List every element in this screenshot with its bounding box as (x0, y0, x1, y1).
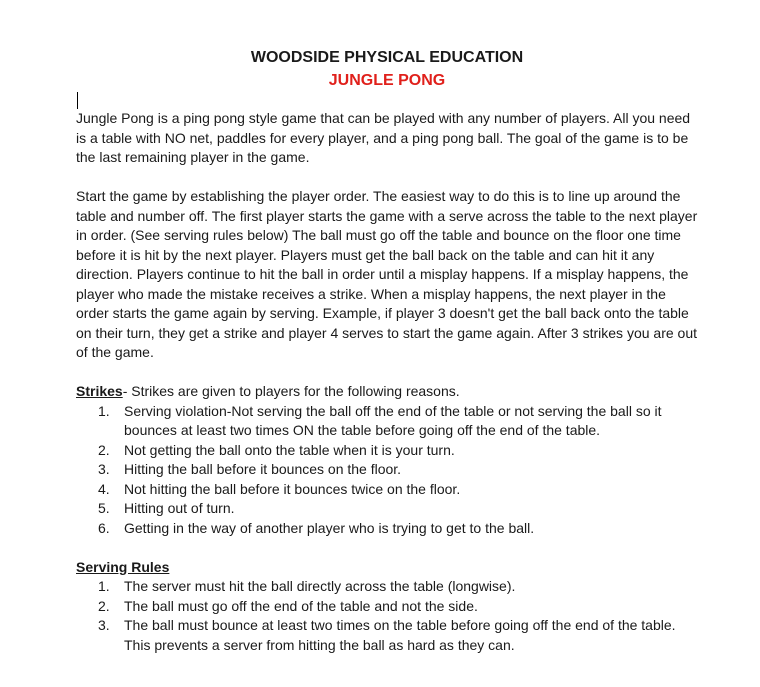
list-text: Hitting the ball before it bounces on the floor. (124, 461, 402, 477)
list-number: 3. (98, 617, 110, 633)
document-subtitle: JUNGLE PONG (328, 72, 446, 89)
list-item (76, 402, 698, 441)
list-item (76, 597, 698, 617)
list-number: 2. (98, 441, 110, 458)
serving-heading: Serving Rules (76, 558, 170, 575)
list-number: 1. (98, 578, 110, 594)
list-item (76, 441, 698, 461)
list-item (76, 499, 698, 519)
list-number: 1. (98, 402, 110, 419)
list-item (76, 616, 698, 655)
list-text: The server must hit the ball directly across the table (longwise). (124, 578, 516, 594)
list-number: 6. (98, 519, 110, 536)
serving-list (76, 577, 698, 655)
serving-heading-line (76, 558, 698, 578)
rules-paragraph: Start the game by establishing the player order. The easiest way to do this is to line up around the table and number off. The first player starts the game with a serve across the table to the next player in order. (See serving rules below) The ball must go off the table and bounce on the floor one time before it is hit by the next player. Players must get the ball back on the table and can hit it any direction. Players continue to hit the ball in order until a misplay happens. If a misplay happens, the player who made the mistake receives a strike. When a misplay happens, the next player in the order starts the game again by serving. Example, if player 3 doesn't get the ball back onto the table on their turn, they get a strike and player 4 serves to start the game again. After 3 strikes you are out of the game. (76, 188, 698, 360)
list-text: Getting in the way of another player who is trying to get to the ball. (124, 519, 535, 536)
list-number: 4. (98, 480, 110, 497)
list-item (76, 480, 698, 500)
strikes-heading: Strikes (76, 383, 123, 399)
list-number: 3. (98, 461, 110, 477)
text-cursor (77, 92, 78, 109)
list-item (76, 519, 698, 539)
list-item (76, 460, 698, 480)
list-text: The ball must go off the end of the table and not the side. (124, 597, 478, 614)
strikes-heading-line (76, 382, 698, 402)
list-number: 5. (98, 500, 110, 516)
list-text: Not getting the ball onto the table when it is your turn. (124, 441, 455, 458)
list-text: Not hitting the ball before it bounces twice on the floor. (124, 480, 461, 497)
list-text: Hitting out of turn. (124, 500, 235, 516)
strikes-list (76, 402, 698, 539)
list-text: Serving violation-Not serving the ball off the end of the table or not serving the ball so it bounces at least two times ON the table before going off the end of the table. (124, 402, 662, 438)
intro-paragraph: Jungle Pong is a ping pong style game that can be played with any number of players. All you need is a table with NO net, paddles for every player, and a ping pong ball. The goal of the game is to be the last remaining player in the game. (76, 110, 691, 165)
document-title: WOODSIDE PHYSICAL EDUCATION (250, 49, 524, 66)
strikes-intro: - Strikes are given to players for the following reasons. (122, 383, 460, 399)
list-text: The ball must bounce at least two times on the table before going off the end of the table. This prevents a server from hitting the ball as hard as they can. (124, 617, 676, 653)
list-item (76, 577, 698, 597)
list-number: 2. (98, 597, 110, 614)
